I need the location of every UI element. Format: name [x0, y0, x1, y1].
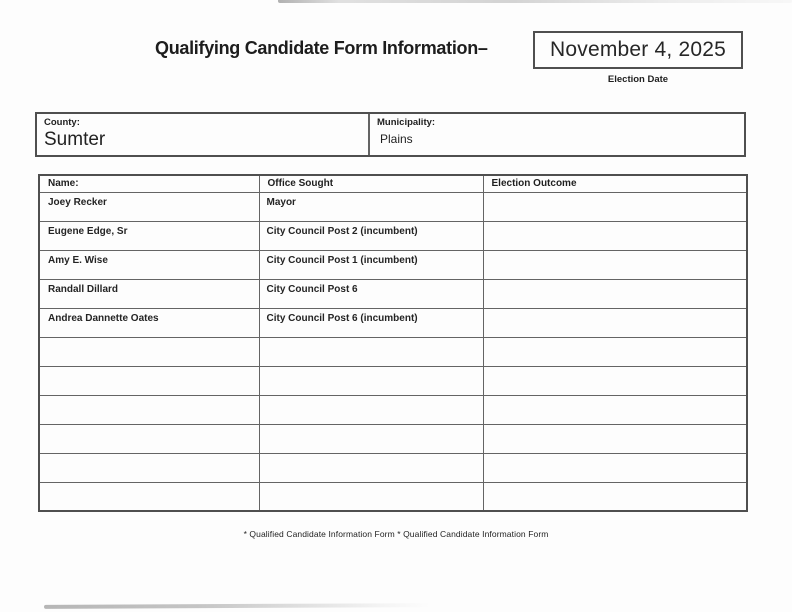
- col-header-name: Name:: [39, 175, 259, 192]
- candidate-name-cell: [39, 482, 259, 511]
- scan-artifact-top: [278, 0, 792, 3]
- candidate-table-body: [39, 192, 747, 511]
- header-row: [39, 175, 747, 192]
- municipality-label: Municipality:: [377, 117, 436, 128]
- scan-artifact-bottom: [44, 603, 430, 609]
- county-cell: [37, 114, 370, 155]
- candidate-row: [39, 221, 747, 250]
- election-outcome-cell: [483, 221, 747, 250]
- form-title: Qualifying Candidate Form Information–: [155, 38, 488, 58]
- election-outcome-cell: [483, 424, 747, 453]
- office-sought-cell: Mayor: [259, 192, 483, 221]
- election-outcome-cell: [483, 192, 747, 221]
- election-outcome-cell: [483, 395, 747, 424]
- candidate-row: [39, 250, 747, 279]
- candidate-name-cell: Eugene Edge, Sr: [39, 221, 259, 250]
- candidate-row: [39, 395, 747, 424]
- election-outcome-cell: [483, 250, 747, 279]
- office-sought-cell: [259, 337, 483, 366]
- county-municipality-box: [35, 112, 746, 157]
- municipality-cell: [370, 114, 744, 155]
- office-sought-cell: City Council Post 6 (incumbent): [259, 308, 483, 337]
- election-outcome-cell: [483, 482, 747, 511]
- candidate-name-cell: [39, 424, 259, 453]
- candidate-row: [39, 482, 747, 511]
- office-sought-cell: [259, 395, 483, 424]
- office-sought-cell: [259, 424, 483, 453]
- candidate-name-cell: [39, 366, 259, 395]
- election-outcome-cell: [483, 279, 747, 308]
- candidate-name-cell: Andrea Dannette Oates: [39, 308, 259, 337]
- election-outcome-cell: [483, 366, 747, 395]
- election-date-box: [533, 31, 743, 69]
- candidate-row: [39, 337, 747, 366]
- office-sought-cell: City Council Post 2 (incumbent): [259, 221, 483, 250]
- office-sought-cell: [259, 366, 483, 395]
- footer-note: * Qualified Candidate Information Form * Qualified Candidate Information Form: [243, 529, 549, 539]
- election-outcome-cell: [483, 453, 747, 482]
- candidate-name-cell: [39, 337, 259, 366]
- candidate-row: [39, 308, 747, 337]
- candidate-name-cell: [39, 395, 259, 424]
- election-date-label: Election Date: [607, 74, 669, 85]
- candidate-table-header: [39, 175, 747, 192]
- candidate-row: [39, 279, 747, 308]
- county-label: County:: [44, 117, 80, 128]
- candidate-name-cell: Randall Dillard: [39, 279, 259, 308]
- candidate-name-cell: Joey Recker: [39, 192, 259, 221]
- col-header-office-sought: Office Sought: [259, 175, 483, 192]
- office-sought-cell: [259, 482, 483, 511]
- election-date-value: November 4, 2025: [550, 38, 726, 61]
- office-sought-cell: [259, 453, 483, 482]
- municipality-value: Plains: [380, 132, 413, 146]
- candidate-name-cell: [39, 453, 259, 482]
- candidate-row: [39, 453, 747, 482]
- candidate-row: [39, 424, 747, 453]
- candidate-table: [38, 174, 748, 512]
- candidate-row: [39, 192, 747, 221]
- election-outcome-cell: [483, 337, 747, 366]
- office-sought-cell: City Council Post 6: [259, 279, 483, 308]
- election-outcome-cell: [483, 308, 747, 337]
- col-header-election-outcome: Election Outcome: [483, 175, 747, 192]
- candidate-row: [39, 366, 747, 395]
- office-sought-cell: City Council Post 1 (incumbent): [259, 250, 483, 279]
- county-value: Sumter: [44, 129, 106, 150]
- candidate-name-cell: Amy E. Wise: [39, 250, 259, 279]
